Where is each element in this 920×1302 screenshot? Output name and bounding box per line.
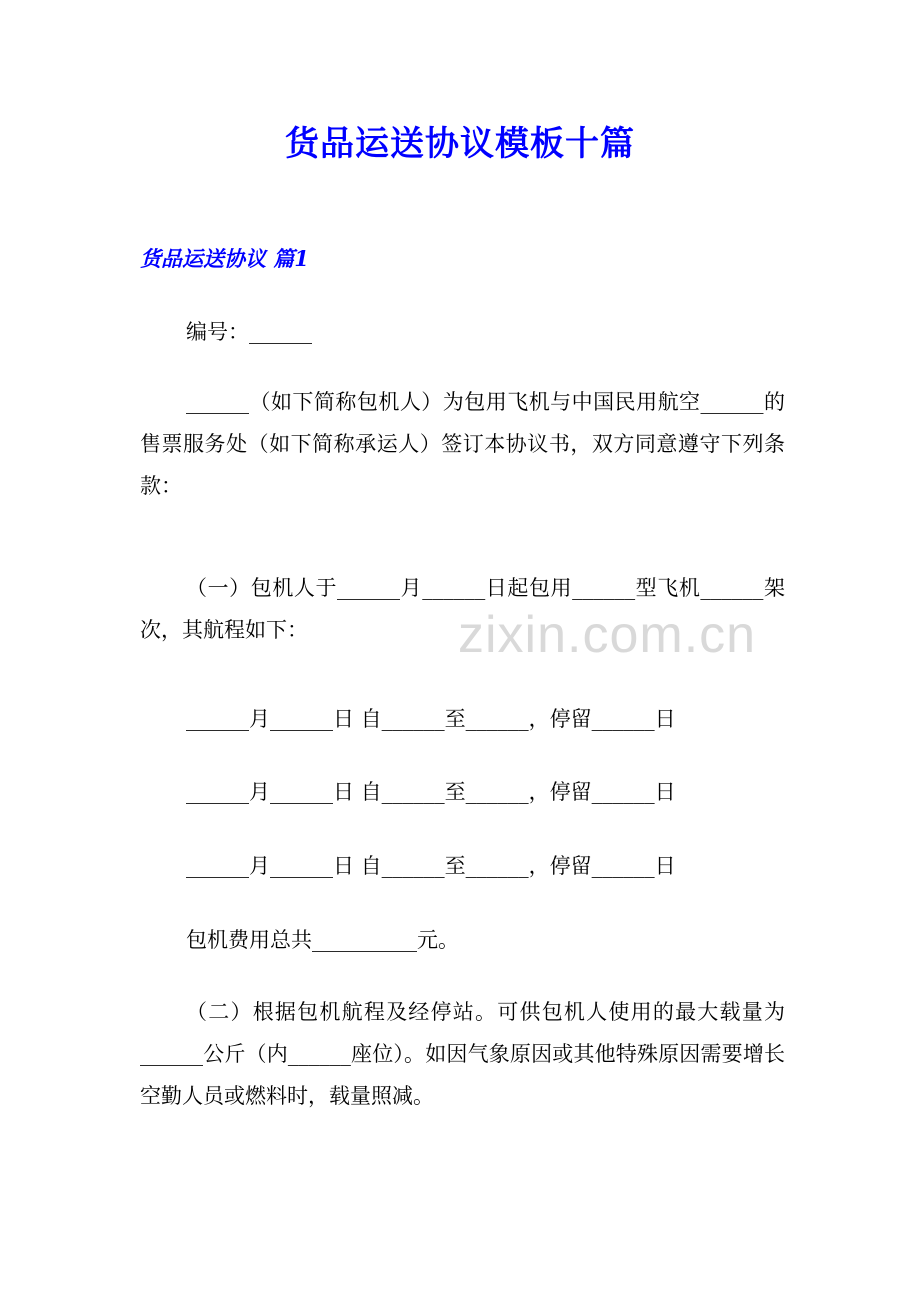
document-title: 货品运送协议模板十篇 bbox=[285, 124, 635, 164]
intro-paragraph: ______（如下简称包机人）为包用飞机与中国民用航空______的售票服务处（如下简称承运人）签订本协议书，双方同意遵守下列条款： bbox=[140, 390, 785, 498]
route-line-2: ______月______日 自______至______，停留______日 bbox=[186, 780, 676, 804]
section-heading: 货品运送协议 篇1 bbox=[140, 246, 309, 271]
route-line-1: ______月______日 自______至______，停留______日 bbox=[186, 707, 676, 731]
clause-2-paragraph: （二）根据包机航程及经停站。可供包机人使用的最大载量为______公斤（内______座位）。如因气象原因或其他特殊原因需要增长空勤人员或燃料时，载量照减。 bbox=[140, 1000, 785, 1108]
watermark-text: zixin.com.cn bbox=[458, 606, 757, 664]
route-line-3: ______月______日 自______至______，停留______日 bbox=[186, 854, 676, 878]
contract-number-line: 编号：______ bbox=[186, 320, 312, 344]
total-fee-line: 包机费用总共__________元。 bbox=[186, 928, 459, 952]
clause-1-paragraph: （一）包机人于______月______日起包用______型飞机______架次，其航程如下： bbox=[140, 576, 785, 642]
